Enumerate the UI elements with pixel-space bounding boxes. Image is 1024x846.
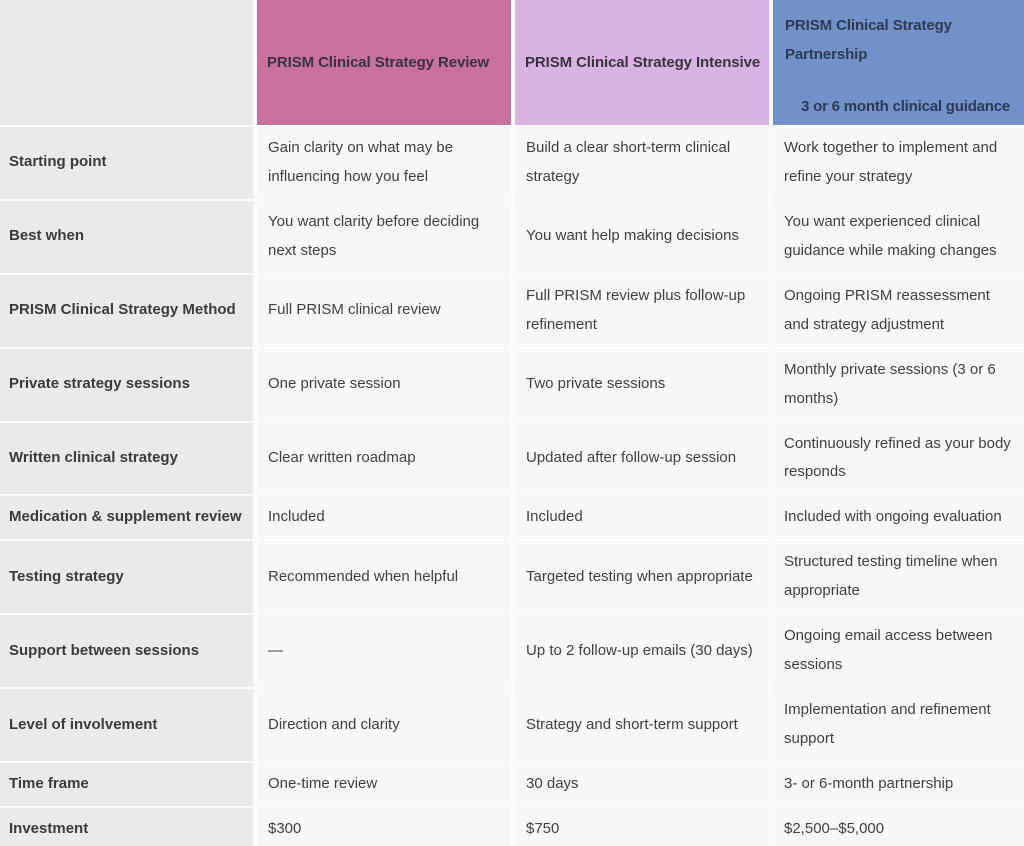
- column-header-partnership: [773, 0, 1024, 125]
- row-label: Written clinical strategy: [0, 423, 253, 495]
- cell-partnership: $2,500–$5,000: [773, 808, 1024, 846]
- header-blank-cell: [0, 0, 253, 125]
- row-label: Private strategy sessions: [0, 349, 253, 421]
- cell-intensive: Up to 2 follow-up emails (30 days): [515, 615, 769, 687]
- row-label: Starting point: [0, 127, 253, 199]
- cell-review: —: [257, 615, 511, 687]
- row-label: PRISM Clinical Strategy Method: [0, 275, 253, 347]
- column-header-partnership-subtitle: 3 or 6 month clinical guidance: [801, 98, 1011, 115]
- cell-review: Recommended when helpful: [257, 541, 511, 613]
- row-label: Level of involvement: [0, 689, 253, 761]
- cell-review: You want clarity before deciding next steps: [257, 201, 511, 273]
- cell-partnership: Included with ongoing evaluation: [773, 496, 1024, 539]
- cell-partnership: Implementation and refinement support: [773, 689, 1024, 761]
- row-label: Medication & supplement review: [0, 496, 253, 539]
- cell-intensive: Updated after follow-up session: [515, 423, 769, 495]
- cell-review: Included: [257, 496, 511, 539]
- cell-intensive: Two private sessions: [515, 349, 769, 421]
- row-label: Investment: [0, 808, 253, 846]
- column-header-review: [257, 0, 511, 125]
- column-header-review-label: PRISM Clinical Strategy Review: [267, 54, 490, 71]
- cell-partnership: 3- or 6-month partnership: [773, 763, 1024, 806]
- column-header-partnership-label: PRISM Clinical Strategy Partnership: [785, 17, 952, 63]
- row-label: Support between sessions: [0, 615, 253, 687]
- cell-intensive: You want help making decisions: [515, 201, 769, 273]
- cell-intensive: Strategy and short-term support: [515, 689, 769, 761]
- cell-intensive: Included: [515, 496, 769, 539]
- cell-partnership: Ongoing PRISM reassessment and strategy adjustment: [773, 275, 1024, 347]
- row-label: Testing strategy: [0, 541, 253, 613]
- cell-intensive: Targeted testing when appropriate: [515, 541, 769, 613]
- column-header-intensive-label: PRISM Clinical Strategy Intensive: [525, 54, 761, 71]
- cell-review: Gain clarity on what may be influencing how you feel: [257, 127, 511, 199]
- cell-partnership: Continuously refined as your body responds: [773, 423, 1024, 495]
- cell-review: One-time review: [257, 763, 511, 806]
- column-header-intensive: [515, 0, 769, 125]
- cell-intensive: Build a clear short-term clinical strategy: [515, 127, 769, 199]
- cell-intensive: $750: [515, 808, 769, 846]
- cell-partnership: Structured testing timeline when appropriate: [773, 541, 1024, 613]
- cell-review: Clear written roadmap: [257, 423, 511, 495]
- cell-review: $300: [257, 808, 511, 846]
- cell-partnership: Work together to implement and refine your strategy: [773, 127, 1024, 199]
- cell-review: One private session: [257, 349, 511, 421]
- row-label: Best when: [0, 201, 253, 273]
- row-label: Time frame: [0, 763, 253, 806]
- cell-review: Full PRISM clinical review: [257, 275, 511, 347]
- cell-review: Direction and clarity: [257, 689, 511, 761]
- cell-intensive: 30 days: [515, 763, 769, 806]
- cell-partnership: You want experienced clinical guidance while making changes: [773, 201, 1024, 273]
- cell-partnership: Ongoing email access between sessions: [773, 615, 1024, 687]
- cell-intensive: Full PRISM review plus follow-up refinement: [515, 275, 769, 347]
- cell-partnership: Monthly private sessions (3 or 6 months): [773, 349, 1024, 421]
